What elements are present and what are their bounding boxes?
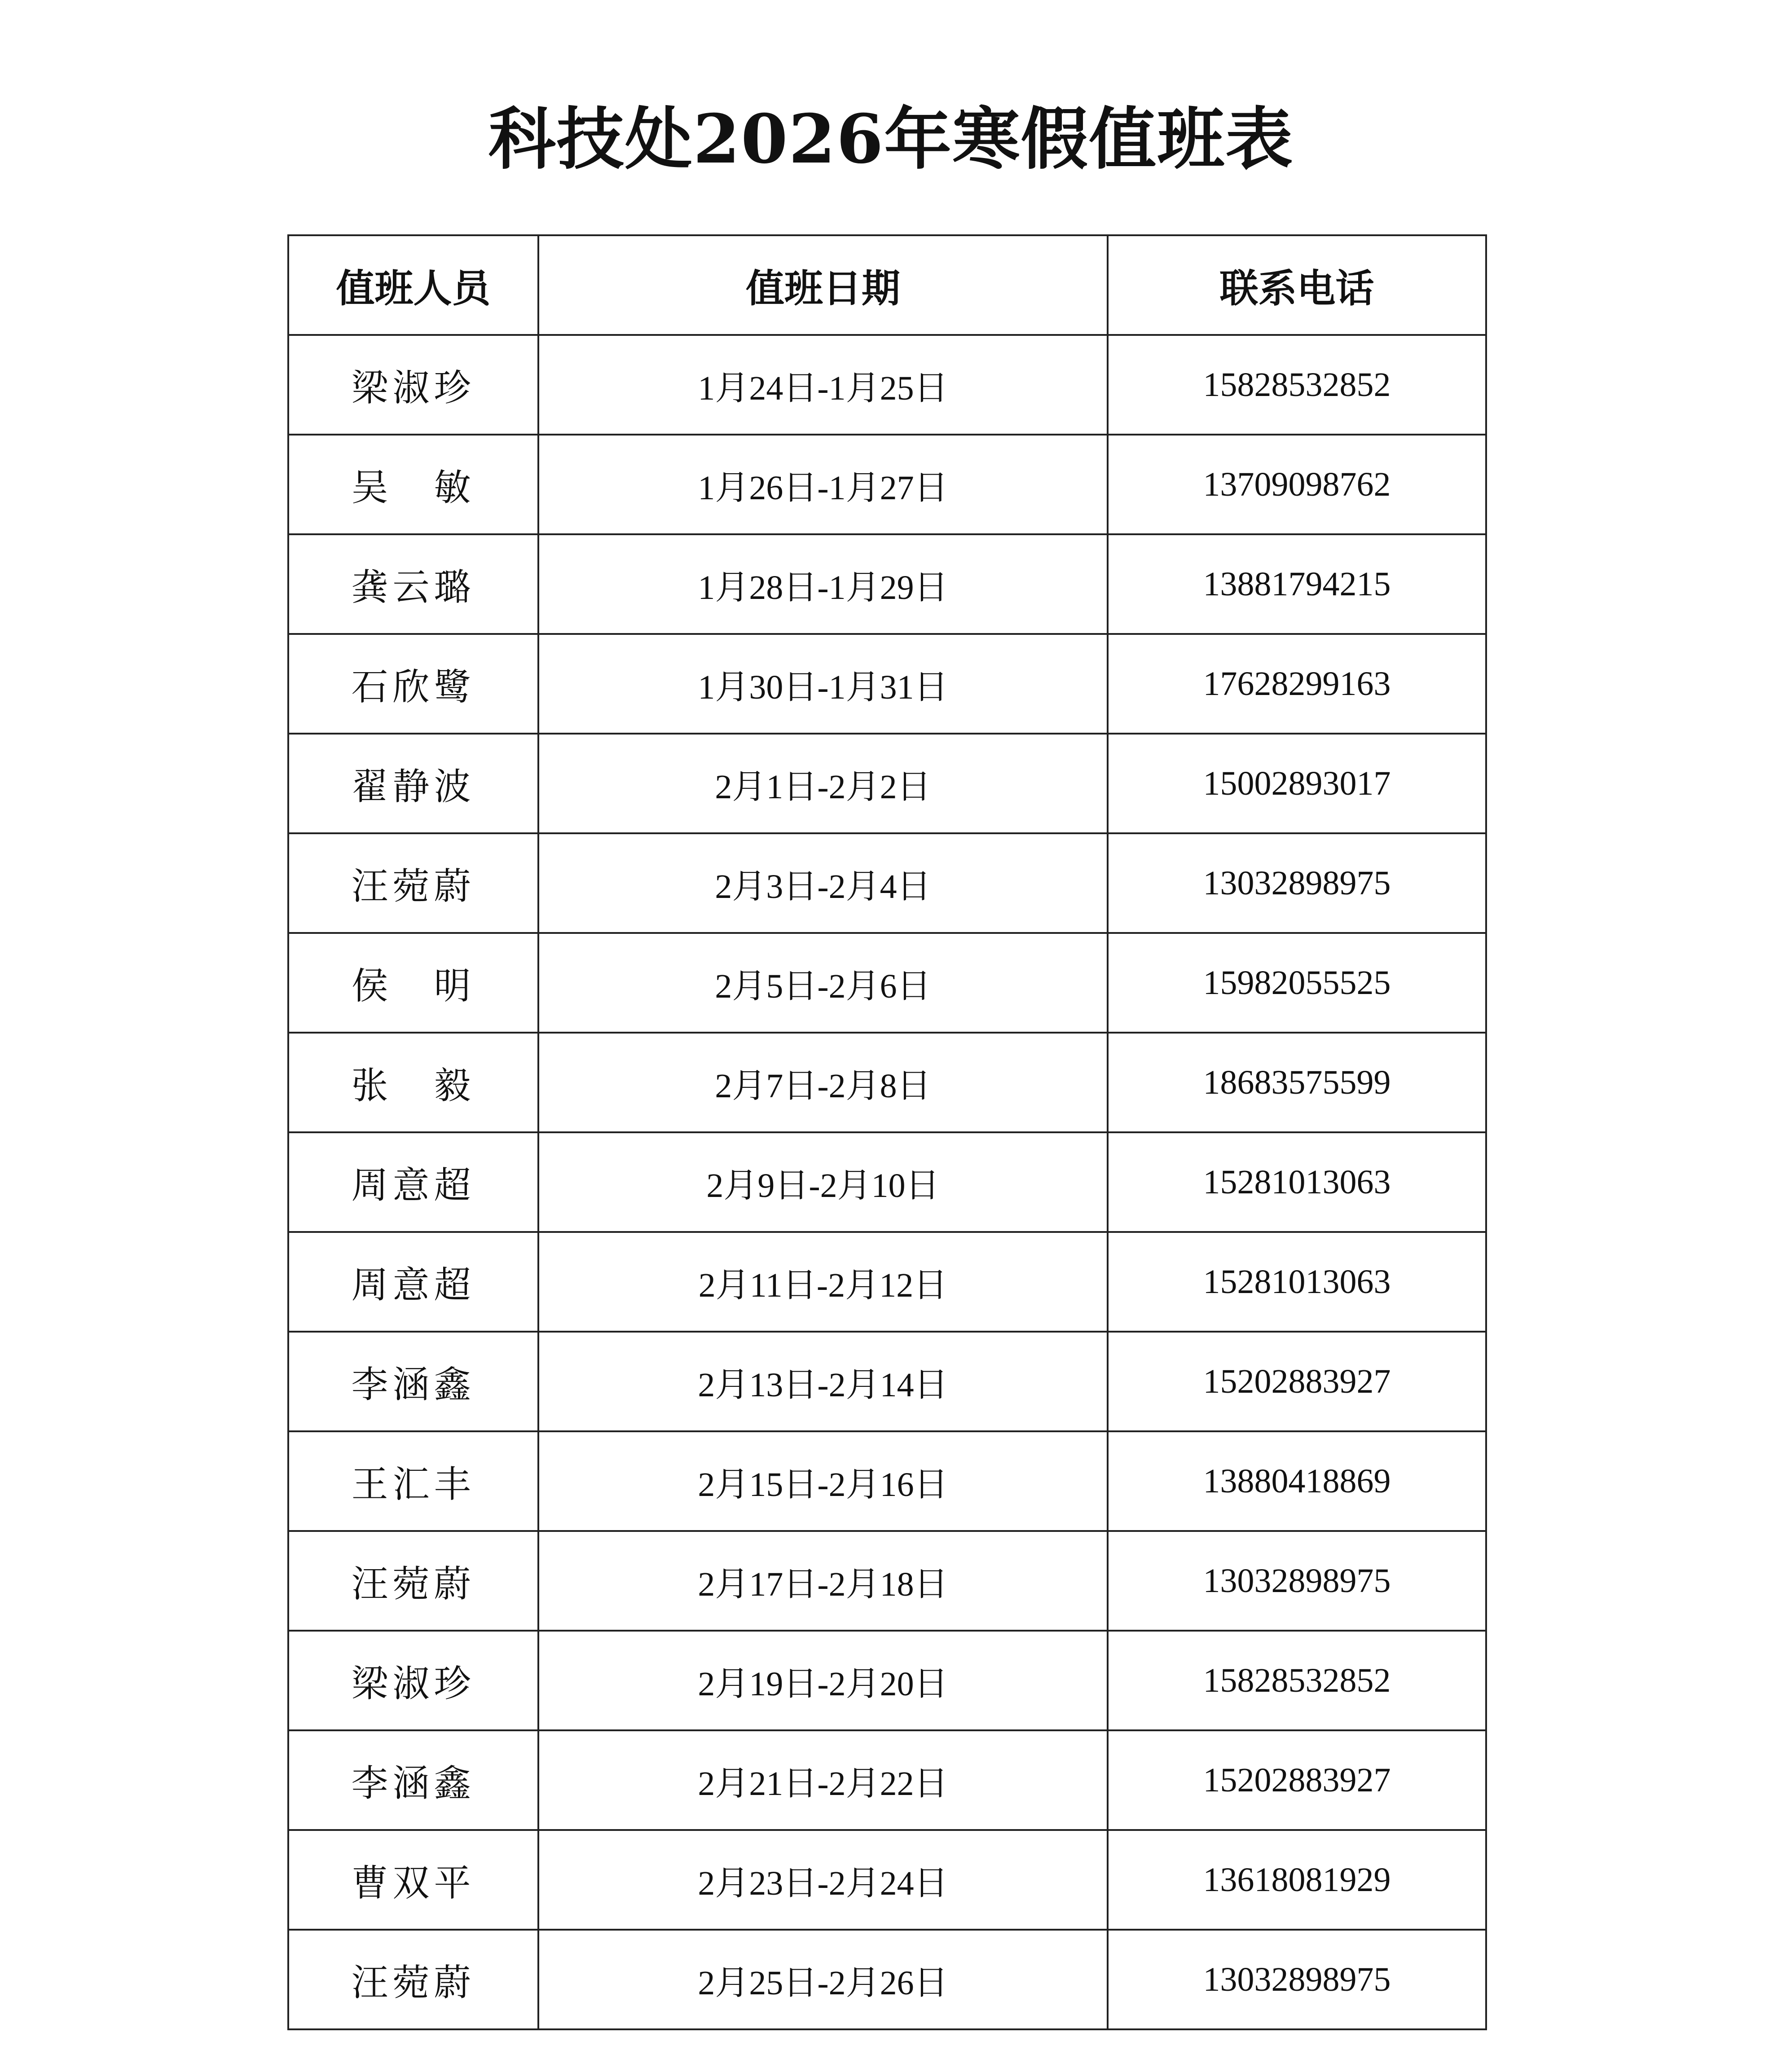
cell-date: 1月26日-1月27日: [538, 435, 1108, 534]
cell-date: 2月1日-2月2日: [538, 734, 1108, 833]
cell-date: 1月30日-1月31日: [538, 634, 1108, 734]
table-row: [288, 1830, 1486, 1930]
cell-phone: 15281013063: [1108, 1232, 1486, 1332]
cell-phone: 13709098762: [1108, 435, 1486, 534]
cell-phone: 15982055525: [1108, 933, 1486, 1033]
cell-name: 李涵鑫: [288, 1730, 538, 1830]
cell-date: 2月7日-2月8日: [538, 1033, 1108, 1132]
cell-phone: 13880418869: [1108, 1431, 1486, 1531]
table-row: [288, 1431, 1486, 1531]
cell-name: 梁淑珍: [288, 335, 538, 435]
cell-name: 周意超: [288, 1232, 538, 1332]
cell-phone: 15281013063: [1108, 1132, 1486, 1232]
cell-name: 梁淑珍: [288, 1631, 538, 1730]
table-row: [288, 1531, 1486, 1631]
cell-name: 曹双平: [288, 1830, 538, 1930]
cell-phone: 13032898975: [1108, 1531, 1486, 1631]
cell-date: 2月19日-2月20日: [538, 1631, 1108, 1730]
table-row: [288, 933, 1486, 1033]
cell-name: 侯 明: [288, 933, 538, 1033]
table-row: [288, 1033, 1486, 1132]
cell-date: 2月11日-2月12日: [538, 1232, 1108, 1332]
cell-phone: 15828532852: [1108, 335, 1486, 435]
cell-name: 李涵鑫: [288, 1332, 538, 1431]
cell-phone: 15828532852: [1108, 1631, 1486, 1730]
cell-date: 2月25日-2月26日: [538, 1930, 1108, 2029]
cell-name: 汪菀蔚: [288, 1531, 538, 1631]
duty-schedule-table: [287, 234, 1487, 2030]
cell-date: 1月28日-1月29日: [538, 534, 1108, 634]
table-row: [288, 435, 1486, 534]
cell-phone: 13032898975: [1108, 833, 1486, 933]
cell-name: 吴 敏: [288, 435, 538, 534]
table-row: [288, 734, 1486, 833]
cell-date: 2月5日-2月6日: [538, 933, 1108, 1033]
cell-name: 汪菀蔚: [288, 1930, 538, 2029]
cell-name: 张 毅: [288, 1033, 538, 1132]
cell-name: 周意超: [288, 1132, 538, 1232]
cell-name: 龚云璐: [288, 534, 538, 634]
cell-phone: 18683575599: [1108, 1033, 1486, 1132]
header-contact-phone: 联系电话: [1108, 235, 1486, 335]
cell-phone: 17628299163: [1108, 634, 1486, 734]
cell-date: 2月21日-2月22日: [538, 1730, 1108, 1830]
cell-name: 王汇丰: [288, 1431, 538, 1531]
cell-phone: 13618081929: [1108, 1830, 1486, 1930]
cell-date: 2月17日-2月18日: [538, 1531, 1108, 1631]
cell-date: 2月15日-2月16日: [538, 1431, 1108, 1531]
cell-name: 石欣鹭: [288, 634, 538, 734]
cell-phone: 15202883927: [1108, 1730, 1486, 1830]
table-row: [288, 1730, 1486, 1830]
page-title: 科技处2026年寒假值班表: [488, 100, 1294, 179]
table-row: [288, 634, 1486, 734]
cell-date: 2月9日-2月10日: [538, 1132, 1108, 1232]
cell-phone: 15202883927: [1108, 1332, 1486, 1431]
cell-date: 2月13日-2月14日: [538, 1332, 1108, 1431]
table-row: [288, 335, 1486, 435]
header-duty-date: 值班日期: [538, 235, 1108, 335]
table-row: [288, 1132, 1486, 1232]
cell-date: 2月3日-2月4日: [538, 833, 1108, 933]
table-row: [288, 833, 1486, 933]
header-duty-person: 值班人员: [288, 235, 538, 335]
cell-phone: 15002893017: [1108, 734, 1486, 833]
cell-phone: 13881794215: [1108, 534, 1486, 634]
table-row: [288, 1930, 1486, 2029]
cell-name: 汪菀蔚: [288, 833, 538, 933]
cell-date: 1月24日-1月25日: [538, 335, 1108, 435]
table-row: [288, 1631, 1486, 1730]
cell-date: 2月23日-2月24日: [538, 1830, 1108, 1930]
table-row: [288, 1332, 1486, 1431]
table-row: [288, 1232, 1486, 1332]
cell-name: 翟静波: [288, 734, 538, 833]
cell-phone: 13032898975: [1108, 1930, 1486, 2029]
table-row: [288, 534, 1486, 634]
table-header-row: [288, 235, 1486, 335]
